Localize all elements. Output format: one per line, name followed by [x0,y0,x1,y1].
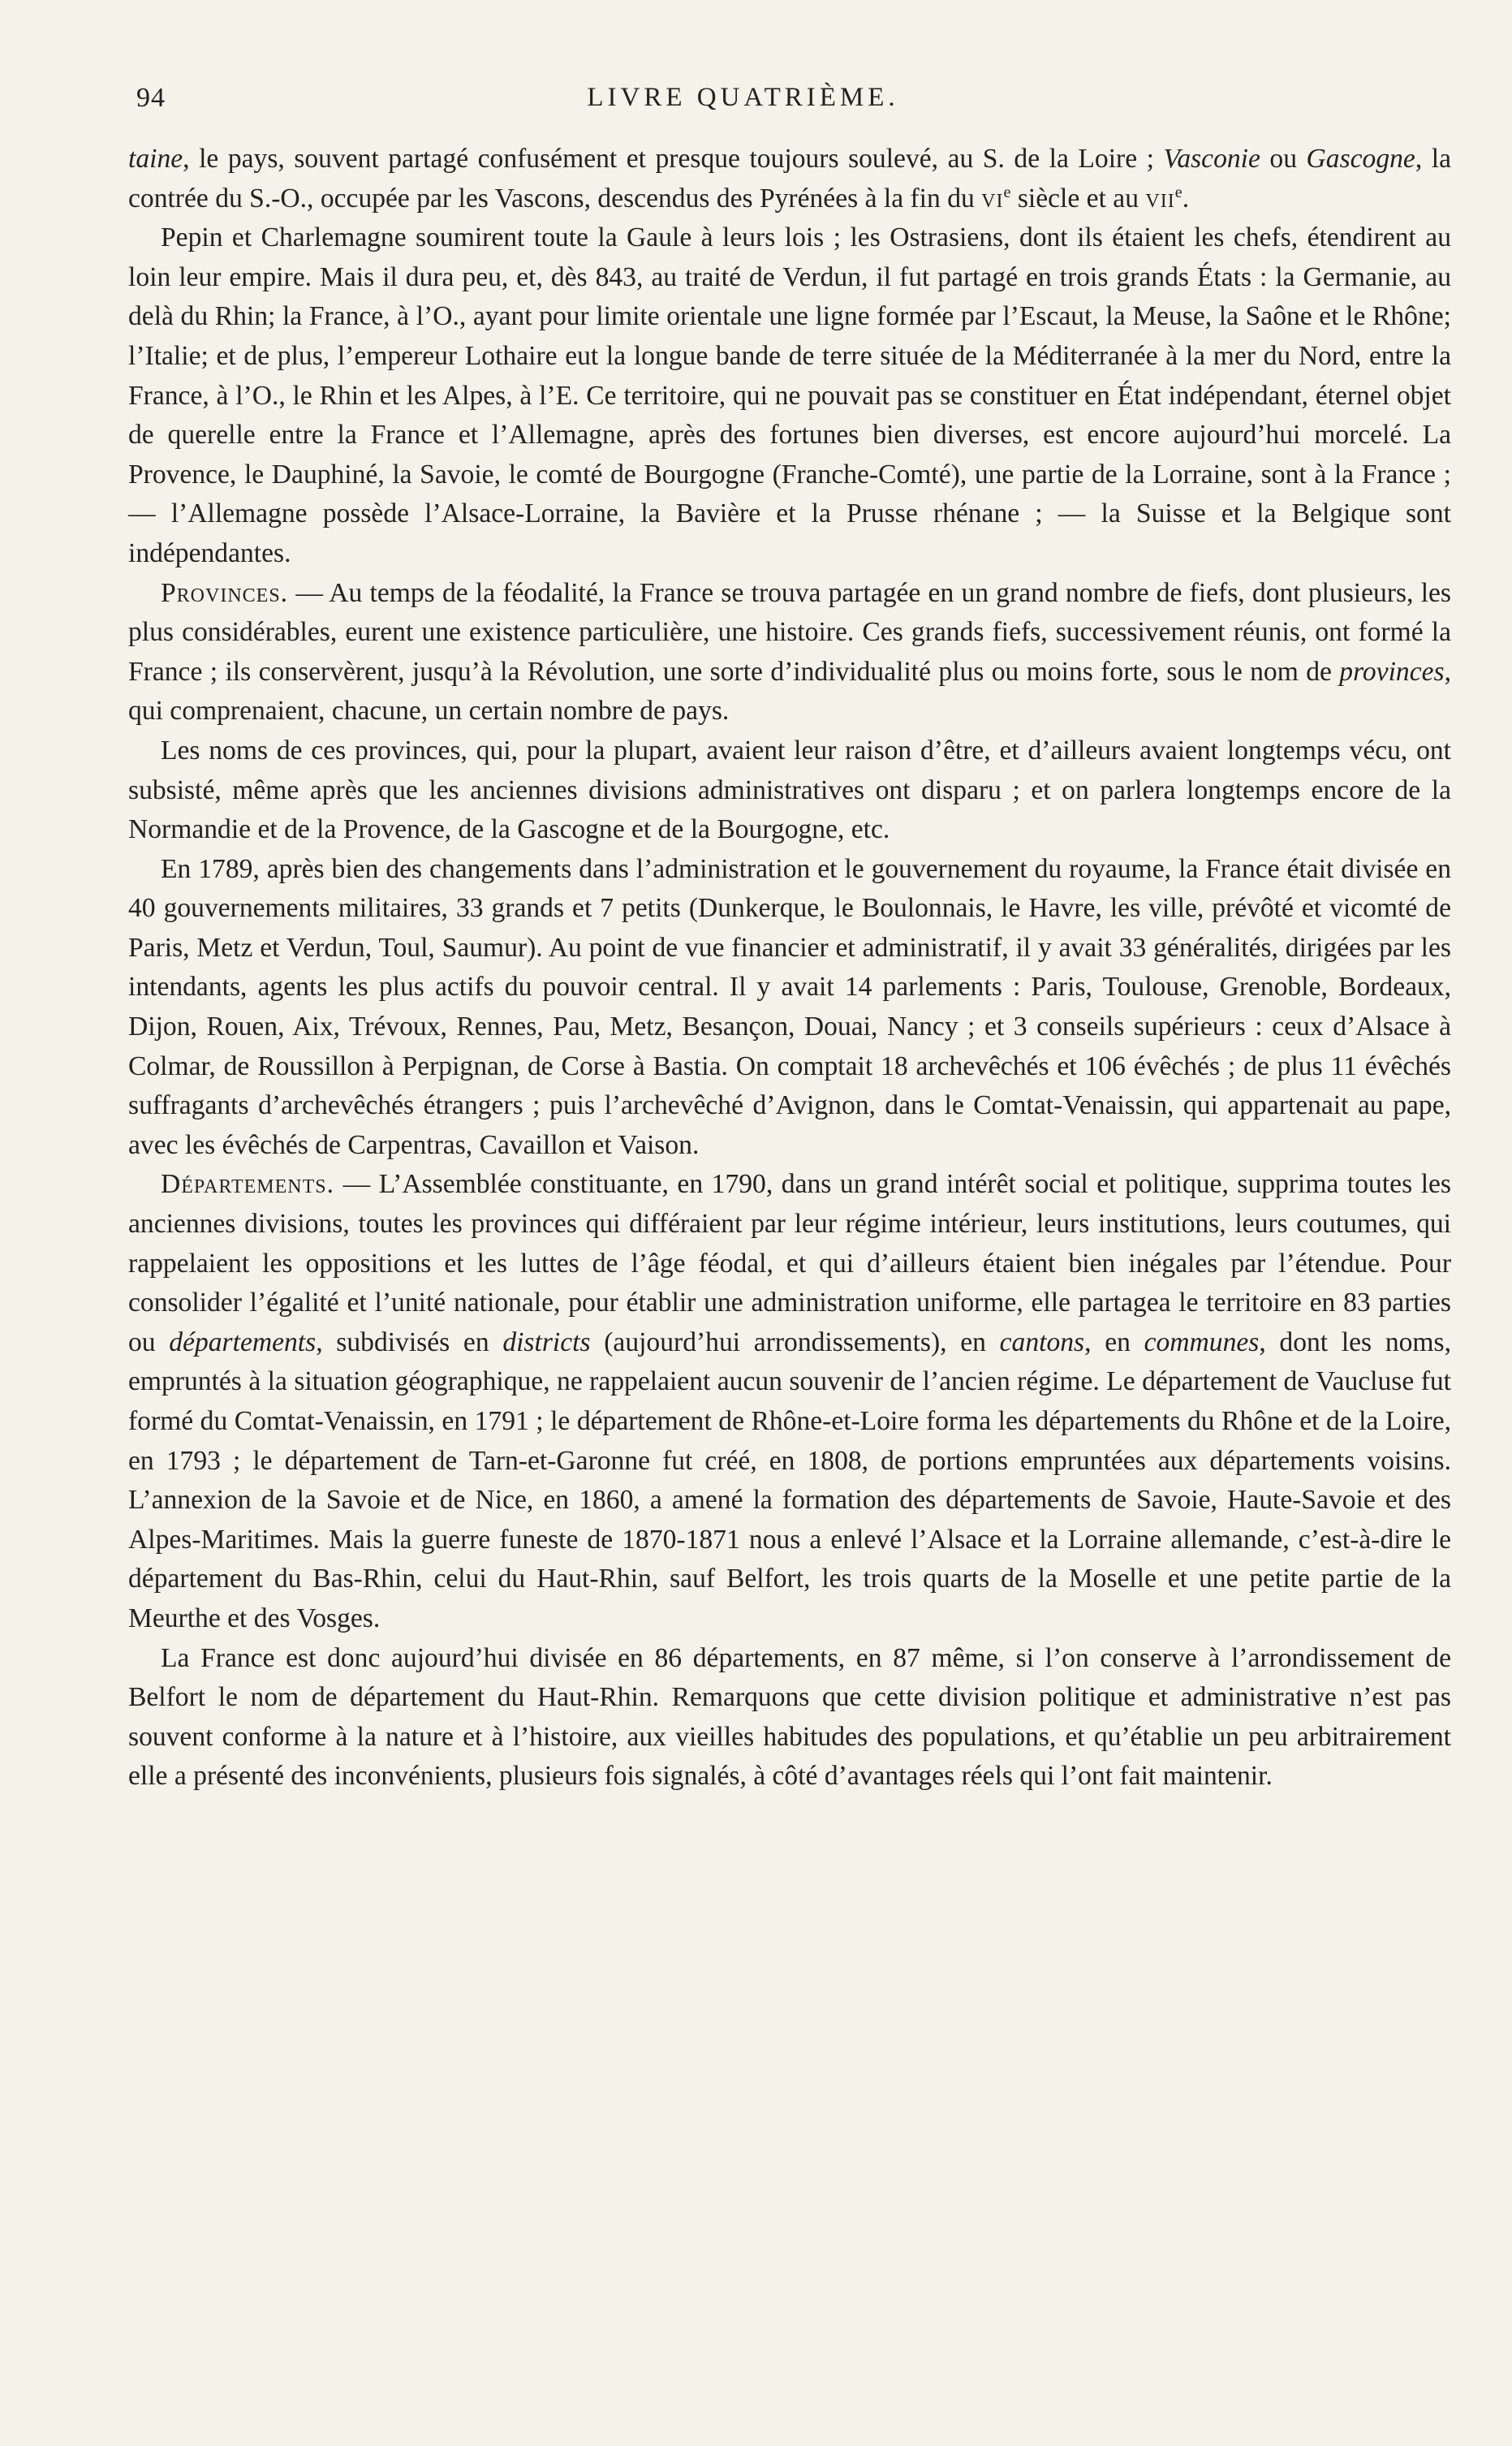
page-header [136,83,1350,123]
century-numeral: vi [981,183,1004,214]
paragraph-continued [128,140,1451,218]
italic-term: Gascogne [1306,144,1415,174]
superscript: e [1174,183,1182,201]
paragraph-departements [128,1165,1451,1638]
section-heading-departements: Départements. [161,1169,335,1200]
text-run: ou [1260,144,1307,174]
italic-term: provinces [1339,656,1445,687]
italic-term: taine [128,144,183,174]
text-run: — Au temps de la féodalité, la France se trouva partagée en un grand nombre de fiefs, dont plusieurs, les plus considérables, eurent une existence particulière, une histoire. Ces grands fiefs, successivement réunis, ont formé la France ; ils conservèrent, jusqu’à la Révolution, une sorte d’individualité plus ou moins forte, sous le nom de [128,577,1451,687]
superscript: e [1003,183,1011,201]
page-number: 94 [136,83,166,113]
paragraph-conclusion: La France est donc aujourd’hui divisée en 86 départements, en 87 même, si l’on conserve à l’arrondissement de Belfort le nom de département du Haut-Rhin. Remarquons que cette division politique et administrative n’est pas souvent conforme à la nature et à l’histoire, aux vieilles habitudes des populations, et qu’établie un peu arbitrairement elle a présenté des inconvénients, plusieurs fois signalés, à côté d’avantages réels qui l’ont fait maintenir. [128,1642,1451,1792]
italic-term: communes [1144,1327,1260,1357]
century-numeral: vii [1145,183,1175,214]
italic-term: Vasconie [1163,144,1260,174]
text-body [128,140,1451,1797]
text-run: — L’Assemblée constituante, en 1790, dans un grand intérêt social et politique, supprima toutes les anciennes divisions, toutes les provinces qui différaient par leur régime intérieur, leurs institutions, leurs coutumes, qui rappelaient les oppositions et les luttes de l’âge féodal, et qui d’ailleurs étaient bien inégales par l’étendue. Pour consolider l’égalité et l’unité nationale, pour établir une administration uniforme, elle partagea le territoire en 83 parties ou [128,1169,1451,1357]
text-run: , qui comprenaient, chacune, un certain nombre de pays. [128,656,1451,727]
running-head: LIVRE QUATRIÈME. [587,83,899,112]
paragraph-carolingian: Pepin et Charlemagne soumirent toute la Gaule à leurs lois ; les Ostrasiens, dont ils étaient les chefs, étendirent au loin leur empire. Mais il dura peu, et, dès 843, au traité de Verdun, il fut partagé en trois grands États : la Germanie, au delà du Rhin; la France, à l’O., ayant pour limite orientale une ligne formée par l’Escaut, la Meuse, la Saône et le Rhône; l’Italie; et de plus, l’empereur Lothaire eut la longue bande de terre située de la Méditerranée à la mer du Nord, entre la France, à l’O., le Rhin et les Alpes, à l’E. Ce territoire, qui ne pouvait pas se constituer en État indépendant, éternel objet de querelle entre la France et l’Allemagne, après des fortunes bien diverses, est encore aujourd’hui morcelé. La Provence, le Dauphiné, la Savoie, le comté de Bourgogne (Franche-Comté), une partie de la Lorraine, sont à la France ; — l’Allemagne possède l’Alsace-Lorraine, la Bavière et la Prusse rhénane ; — la Suisse et la Belgique sont indépendantes. [128,222,1451,568]
text-run: (aujourd’hui arrondissements), en [590,1327,1000,1357]
italic-term: départements [169,1327,317,1357]
text-run: siècle et au [1010,183,1146,214]
section-heading-provinces: Provinces. [161,577,289,608]
text-run: , la contrée du S.-O., occupée par les Vascons, descendus des Pyrénées à la fin du [128,144,1451,214]
text-run: , en [1084,1327,1144,1357]
text-run: , dont les noms, empruntés à la situation géographique, ne rappelaient aucun souvenir de l’ancien régime. Le département de Vaucluse fut formé du Comtat-Venaissin, en 1791 ; le département de Rhône-et-Loire forma les départements du Rhône et de la Loire, en 1793 ; le département de Tarn-et-Garonne fut créé, en 1808, de portions empruntées aux départements voisins. L’annexion de la Savoie et de Nice, en 1860, a amené la formation des départements de Savoie, Haute-Savoie et des Alpes-Maritimes. Mais la guerre funeste de 1870-1871 nous a enlevé l’Alsace et la Lorraine allemande, c’est-à-dire le département du Bas-Rhin, celui du Haut-Rhin, sauf Belfort, les trois quarts de la Moselle et une petite partie de la Meurthe et des Vosges. [128,1327,1451,1633]
italic-term: cantons [999,1327,1085,1357]
text-run: . [1182,183,1190,214]
italic-term: districts [502,1327,591,1357]
paragraph-province-names: Les noms de ces provinces, qui, pour la plupart, avaient leur raison d’être, et d’ailleurs avaient longtemps vécu, ont subsisté, même après que les anciennes divisions administratives ont disparu ; et on parlera longtemps encore de la Normandie et de la Provence, de la Gascogne et de la Bourgogne, etc. [128,735,1451,845]
paragraph-provinces [128,574,1451,731]
text-run: , le pays, souvent partagé confusément et presque toujours soulevé, au S. de la Loire ; [183,144,1164,174]
text-run: , subdivisés en [316,1327,503,1357]
paragraph-1789: En 1789, après bien des changements dans l’administration et le gouvernement du royaume, la France était divisée en 40 gouvernements militaires, 33 grands et 7 petits (Dunkerque, le Boulonnais, le Havre, les ville, prévôté et vicomté de Paris, Metz et Verdun, Toul, Saumur). Au point de vue financier et administratif, il y avait 33 généralités, dirigées par les intendants, agents les plus actifs du pouvoir central. Il y avait 14 parlements : Paris, Toulouse, Grenoble, Bordeaux, Dijon, Rouen, Aix, Trévoux, Rennes, Pau, Metz, Besançon, Douai, Nancy ; et 3 conseils supérieurs : ceux d’Alsace à Colmar, de Roussillon à Perpignan, de Corse à Bastia. On comptait 18 archevêchés et 106 évêchés ; de plus 11 évêchés suffragants d’archevêchés étrangers ; puis l’archevêché d’Avignon, dans le Comtat-Venaissin, qui appartenait au pape, avec les évêchés de Carpentras, Cavaillon et Vaison. [128,853,1451,1160]
